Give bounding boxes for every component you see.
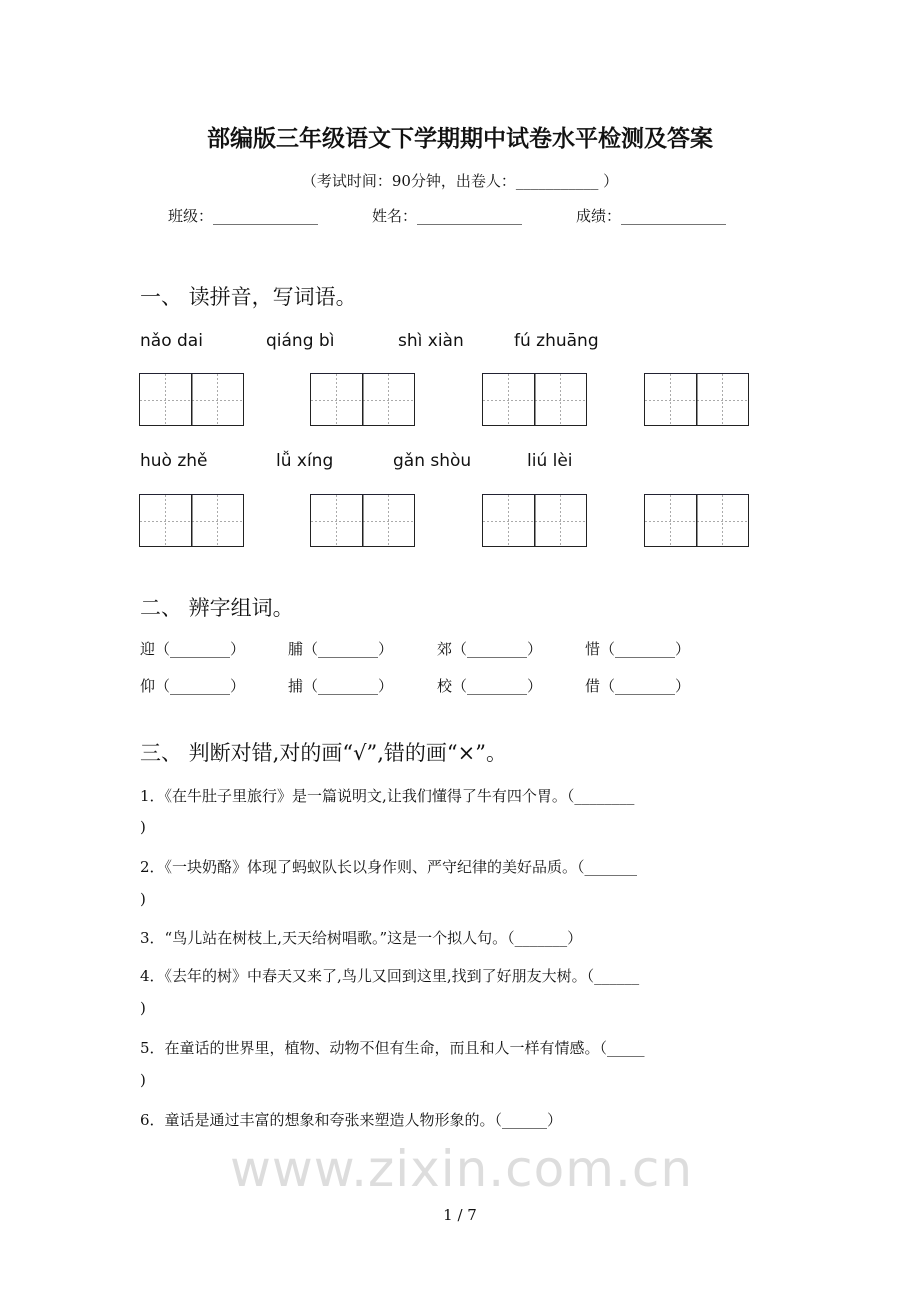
question-line: 2．《一块奶酪》体现了蚂蚁队长以身作则、严守纪律的美好品质。（_______ [140, 858, 638, 876]
question-line: 1．《在牛肚子里旅行》是一篇说明文,让我们懂得了牛有四个胃。（________ [140, 787, 635, 805]
writing-box [482, 373, 587, 426]
word-item: 校（________） [437, 677, 543, 695]
word-item: 迎（________） [140, 640, 246, 658]
exam-subtitle: （考试时间：90分钟，出卷人：___________ ） [301, 172, 619, 190]
word-item: 脯（________） [288, 640, 394, 658]
word-item: 借（________） [585, 677, 691, 695]
word-item: 捕（________） [288, 677, 394, 695]
pinyin: shì xiàn [398, 331, 464, 351]
writing-box [310, 373, 415, 426]
watermark: www.zixin.com.cn [230, 1140, 694, 1198]
question-line: ) [140, 999, 146, 1017]
question-line: 6．童话是通过丰富的想象和夸张来塑造人物形象的。（______） [140, 1111, 563, 1129]
page-number: 1 / 7 [443, 1206, 477, 1224]
writing-box [644, 494, 749, 547]
writing-box [139, 494, 244, 547]
question-line: ) [140, 1071, 146, 1089]
section1-heading: 一、 读拼音，写词语。 [140, 285, 357, 309]
word-item: 惜（________） [585, 640, 691, 658]
pinyin: liú lèi [527, 451, 573, 471]
question-line: 4．《去年的树》中春天又来了,鸟儿又回到这里,找到了好朋友大树。（______ [140, 967, 640, 985]
writing-box [482, 494, 587, 547]
section3-heading: 三、 判断对错,对的画“√”,错的画“×”。 [140, 741, 507, 765]
pinyin: nǎo dai [140, 331, 203, 351]
pinyin: lǚ xíng [276, 451, 334, 471]
page-title: 部编版三年级语文下学期期中试卷水平检测及答案 [207, 125, 713, 152]
score-field: 成绩：______________ [576, 207, 727, 225]
word-item: 郊（________） [437, 640, 543, 658]
pinyin: fú zhuāng [514, 331, 599, 351]
pinyin: qiáng bì [266, 331, 335, 351]
pinyin: huò zhě [140, 451, 208, 471]
word-item: 仰（________） [140, 677, 246, 695]
writing-box [310, 494, 415, 547]
name-field: 姓名：______________ [372, 207, 523, 225]
class-field: 班级：______________ [168, 207, 319, 225]
question-line: ) [140, 890, 146, 908]
question-line: 3．“鸟儿站在树枝上,天天给树唱歌。”这是一个拟人句。（_______） [140, 929, 583, 947]
pinyin: gǎn shòu [393, 451, 472, 471]
question-line: 5．在童话的世界里，植物、动物不但有生命，而且和人一样有情感。（_____ [140, 1039, 645, 1057]
section2-heading: 二、 辨字组词。 [140, 596, 294, 620]
writing-box [644, 373, 749, 426]
question-line: ) [140, 818, 146, 836]
writing-box [139, 373, 244, 426]
